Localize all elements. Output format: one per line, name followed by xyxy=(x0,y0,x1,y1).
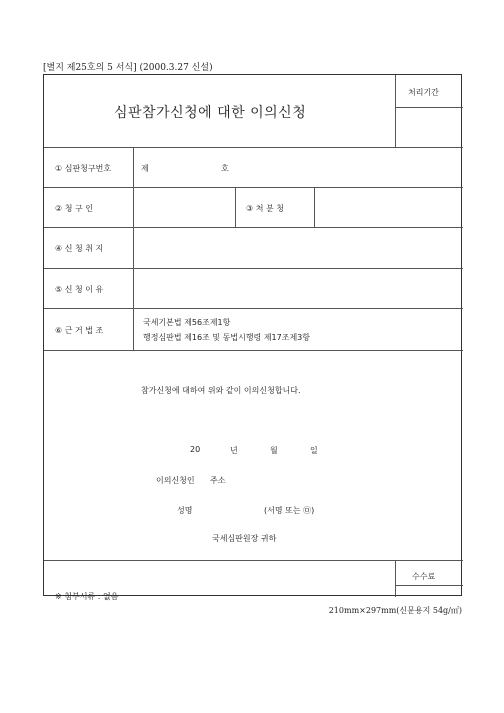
attachments-text: ※ 첨부서류 : 없음 xyxy=(55,592,119,601)
processing-period-label: 처리기간 xyxy=(408,88,439,97)
paper-size-footer: 210mm×297mm(신문용지 54g/㎡) xyxy=(328,606,462,615)
row-line xyxy=(44,268,463,269)
legal-basis-line1: 국세기본법 제56조제1항 xyxy=(143,318,231,327)
legal-basis-label: ⑥ 근 거 법 조 xyxy=(55,326,104,335)
legal-basis-line2: 행정심판법 제16조 및 동법시행령 제17조제3항 xyxy=(143,333,310,342)
name-label: 성명 xyxy=(177,506,193,515)
claimant-label: ② 청 구 인 xyxy=(55,204,93,213)
claimant-divider xyxy=(235,187,236,227)
date-year-unit: 년 xyxy=(230,446,238,455)
seal-label: (서명 또는 ㉤) xyxy=(264,506,315,515)
applicant-label: 이의신청인 xyxy=(156,476,195,485)
date-year: 20 xyxy=(190,445,201,454)
row-line xyxy=(44,147,463,148)
agency-label: ③ 처 분 청 xyxy=(246,204,284,213)
objection-form xyxy=(43,74,462,601)
purpose-label: ④ 신 청 취 지 xyxy=(55,244,104,253)
fee-label: 수수료 xyxy=(412,572,436,581)
form-number-header: [별지 제25호의 5 서식] (2000.3.27 신설) xyxy=(43,63,213,73)
statement-text: 참가신청에 대하여 위와 같이 이의신청합니다. xyxy=(141,386,301,395)
case-number-prefix: 제 xyxy=(141,164,149,173)
row-line xyxy=(44,227,463,228)
fee-box-divider xyxy=(395,585,463,586)
date-month: 월 xyxy=(270,446,278,455)
row-line xyxy=(44,308,463,309)
row-line xyxy=(44,350,463,351)
date-day: 일 xyxy=(310,446,318,455)
label-column-divider xyxy=(133,147,134,350)
reason-label: ⑤ 신 청 이 유 xyxy=(55,285,104,294)
form-title: 심판참가신청에 대한 이의신청 xyxy=(114,105,307,121)
case-number-label: ① 심판청구번호 xyxy=(55,164,112,173)
processing-period-divider xyxy=(395,107,463,108)
row-line xyxy=(44,560,463,561)
row-line xyxy=(44,187,463,188)
agency-divider xyxy=(314,187,315,227)
recipient-text: 국세심판원장 귀하 xyxy=(212,534,277,543)
fee-divider xyxy=(395,560,396,597)
address-label: 주소 xyxy=(210,476,226,485)
title-divider xyxy=(395,75,396,147)
case-number-suffix: 호 xyxy=(221,164,229,173)
